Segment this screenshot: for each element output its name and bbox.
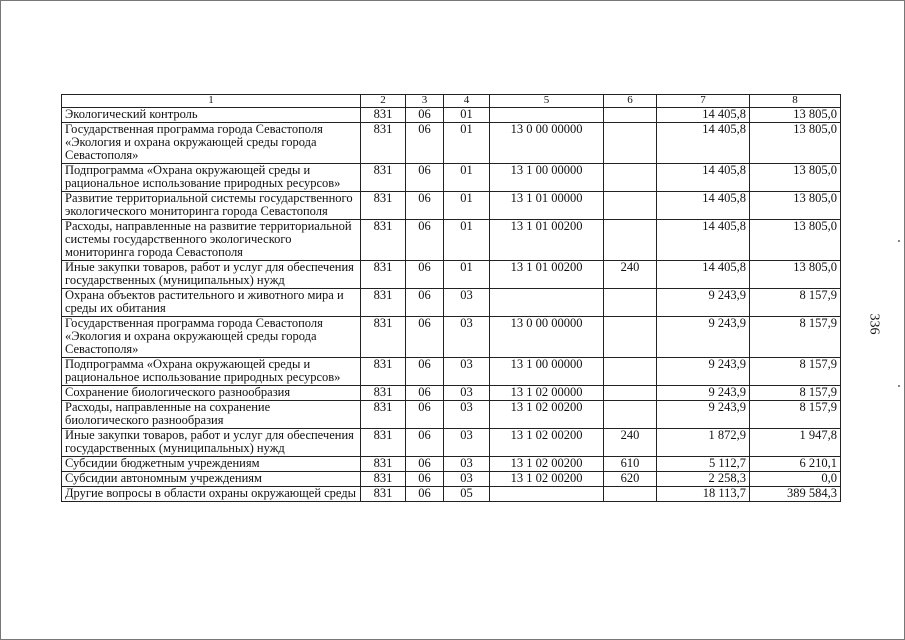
row-name-cell: Подпрограмма «Охрана окружающей среды и рациональное использование природных ресурсов»: [62, 164, 361, 192]
amount-year2-cell: 1 947,8: [750, 429, 841, 457]
amount-year2-cell: 389 584,3: [750, 487, 841, 502]
margin-mark: [898, 385, 900, 387]
header-cell: 2: [361, 95, 406, 108]
amount-year1-cell: 14 405,8: [657, 123, 750, 164]
subsection-cell: 01: [444, 123, 490, 164]
target-article-cell: 13 1 02 00200: [490, 401, 604, 429]
admin-code-cell: 831: [361, 386, 406, 401]
section-cell: 06: [406, 192, 444, 220]
amount-year2-cell: 13 805,0: [750, 220, 841, 261]
page-number: 336: [866, 313, 882, 335]
table-header-row: [62, 95, 841, 108]
row-name-cell: Расходы, направленные на развитие территориальной системы государственного экологического мониторинга города Севастополя: [62, 220, 361, 261]
header-cell: 5: [490, 95, 604, 108]
subsection-cell: 01: [444, 192, 490, 220]
amount-year1-cell: 9 243,9: [657, 401, 750, 429]
expense-type-cell: [604, 289, 657, 317]
subsection-cell: 01: [444, 164, 490, 192]
row-name-cell: Субсидии бюджетным учреждениям: [62, 457, 361, 472]
section-cell: 06: [406, 386, 444, 401]
target-article-cell: 13 1 01 00000: [490, 192, 604, 220]
section-cell: 06: [406, 401, 444, 429]
target-article-cell: 13 1 00 00000: [490, 164, 604, 192]
table-row: [62, 192, 841, 220]
subsection-cell: 03: [444, 386, 490, 401]
section-cell: 06: [406, 457, 444, 472]
admin-code-cell: 831: [361, 261, 406, 289]
header-cell: 8: [750, 95, 841, 108]
subsection-cell: 03: [444, 457, 490, 472]
amount-year2-cell: 13 805,0: [750, 108, 841, 123]
expense-type-cell: [604, 386, 657, 401]
amount-year1-cell: 1 872,9: [657, 429, 750, 457]
amount-year1-cell: 9 243,9: [657, 289, 750, 317]
amount-year2-cell: 13 805,0: [750, 261, 841, 289]
row-name-cell: Иные закупки товаров, работ и услуг для обеспечения государственных (муниципальных) нужд: [62, 429, 361, 457]
subsection-cell: 01: [444, 108, 490, 123]
amount-year1-cell: 5 112,7: [657, 457, 750, 472]
target-article-cell: 13 0 00 00000: [490, 123, 604, 164]
section-cell: 06: [406, 317, 444, 358]
expense-type-cell: [604, 192, 657, 220]
table-body: [62, 108, 841, 502]
subsection-cell: 03: [444, 429, 490, 457]
subsection-cell: 03: [444, 317, 490, 358]
section-cell: 06: [406, 220, 444, 261]
header-cell: 1: [62, 95, 361, 108]
table-row: [62, 487, 841, 502]
target-article-cell: [490, 108, 604, 123]
row-name-cell: Государственная программа города Севастополя «Экология и охрана окружающей среды города Севастополя»: [62, 123, 361, 164]
admin-code-cell: 831: [361, 289, 406, 317]
amount-year1-cell: 14 405,8: [657, 164, 750, 192]
target-article-cell: 13 1 02 00000: [490, 386, 604, 401]
section-cell: 06: [406, 164, 444, 192]
target-article-cell: 13 1 01 00200: [490, 220, 604, 261]
table-row: [62, 220, 841, 261]
target-article-cell: 13 0 00 00000: [490, 317, 604, 358]
amount-year1-cell: 9 243,9: [657, 386, 750, 401]
admin-code-cell: 831: [361, 487, 406, 502]
table-row: [62, 472, 841, 487]
target-article-cell: [490, 487, 604, 502]
table-row: [62, 457, 841, 472]
section-cell: 06: [406, 261, 444, 289]
admin-code-cell: 831: [361, 317, 406, 358]
subsection-cell: 01: [444, 261, 490, 289]
amount-year2-cell: 6 210,1: [750, 457, 841, 472]
expense-type-cell: 240: [604, 261, 657, 289]
expense-type-cell: [604, 123, 657, 164]
budget-table: [61, 94, 841, 502]
header-cell: 7: [657, 95, 750, 108]
section-cell: 06: [406, 108, 444, 123]
row-name-cell: Развитие территориальной системы государственного экологического мониторинга города Севастополя: [62, 192, 361, 220]
table-row: [62, 289, 841, 317]
amount-year1-cell: 14 405,8: [657, 108, 750, 123]
amount-year2-cell: 8 157,9: [750, 289, 841, 317]
expense-type-cell: [604, 358, 657, 386]
amount-year2-cell: 8 157,9: [750, 401, 841, 429]
section-cell: 06: [406, 472, 444, 487]
target-article-cell: [490, 289, 604, 317]
expense-type-cell: [604, 164, 657, 192]
header-cell: 4: [444, 95, 490, 108]
target-article-cell: 13 1 02 00200: [490, 429, 604, 457]
table-row: [62, 164, 841, 192]
table-row: [62, 123, 841, 164]
admin-code-cell: 831: [361, 192, 406, 220]
admin-code-cell: 831: [361, 220, 406, 261]
subsection-cell: 03: [444, 358, 490, 386]
expense-type-cell: 620: [604, 472, 657, 487]
amount-year2-cell: 0,0: [750, 472, 841, 487]
amount-year1-cell: 14 405,8: [657, 192, 750, 220]
section-cell: 06: [406, 289, 444, 317]
amount-year1-cell: 14 405,8: [657, 261, 750, 289]
admin-code-cell: 831: [361, 164, 406, 192]
row-name-cell: Подпрограмма «Охрана окружающей среды и рациональное использование природных ресурсов»: [62, 358, 361, 386]
row-name-cell: Охрана объектов растительного и животного мира и среды их обитания: [62, 289, 361, 317]
amount-year1-cell: 9 243,9: [657, 358, 750, 386]
admin-code-cell: 831: [361, 108, 406, 123]
expense-type-cell: 240: [604, 429, 657, 457]
amount-year1-cell: 14 405,8: [657, 220, 750, 261]
amount-year1-cell: 2 258,3: [657, 472, 750, 487]
row-name-cell: Экологический контроль: [62, 108, 361, 123]
admin-code-cell: 831: [361, 457, 406, 472]
table-row: [62, 429, 841, 457]
admin-code-cell: 831: [361, 123, 406, 164]
subsection-cell: 03: [444, 289, 490, 317]
amount-year1-cell: 9 243,9: [657, 317, 750, 358]
admin-code-cell: 831: [361, 401, 406, 429]
expense-type-cell: 610: [604, 457, 657, 472]
table-row: [62, 386, 841, 401]
section-cell: 06: [406, 358, 444, 386]
amount-year1-cell: 18 113,7: [657, 487, 750, 502]
table-row: [62, 261, 841, 289]
target-article-cell: 13 1 00 00000: [490, 358, 604, 386]
amount-year2-cell: 8 157,9: [750, 317, 841, 358]
subsection-cell: 05: [444, 487, 490, 502]
admin-code-cell: 831: [361, 472, 406, 487]
expense-type-cell: [604, 317, 657, 358]
table-row: [62, 358, 841, 386]
admin-code-cell: 831: [361, 429, 406, 457]
target-article-cell: 13 1 01 00200: [490, 261, 604, 289]
subsection-cell: 03: [444, 401, 490, 429]
row-name-cell: Другие вопросы в области охраны окружающей среды: [62, 487, 361, 502]
expense-type-cell: [604, 401, 657, 429]
table-row: [62, 317, 841, 358]
target-article-cell: 13 1 02 00200: [490, 457, 604, 472]
row-name-cell: Государственная программа города Севастополя «Экология и охрана окружающей среды города Севастополя»: [62, 317, 361, 358]
row-name-cell: Сохранение биологического разнообразия: [62, 386, 361, 401]
subsection-cell: 01: [444, 220, 490, 261]
expense-type-cell: [604, 108, 657, 123]
amount-year2-cell: 13 805,0: [750, 123, 841, 164]
amount-year2-cell: 13 805,0: [750, 164, 841, 192]
admin-code-cell: 831: [361, 358, 406, 386]
target-article-cell: 13 1 02 00200: [490, 472, 604, 487]
table-row: [62, 401, 841, 429]
amount-year2-cell: 13 805,0: [750, 192, 841, 220]
expense-type-cell: [604, 220, 657, 261]
amount-year2-cell: 8 157,9: [750, 386, 841, 401]
subsection-cell: 03: [444, 472, 490, 487]
section-cell: 06: [406, 487, 444, 502]
section-cell: 06: [406, 429, 444, 457]
header-cell: 6: [604, 95, 657, 108]
header-cell: 3: [406, 95, 444, 108]
row-name-cell: Субсидии автономным учреждениям: [62, 472, 361, 487]
amount-year2-cell: 8 157,9: [750, 358, 841, 386]
row-name-cell: Иные закупки товаров, работ и услуг для обеспечения государственных (муниципальных) нужд: [62, 261, 361, 289]
row-name-cell: Расходы, направленные на сохранение биологического разнообразия: [62, 401, 361, 429]
section-cell: 06: [406, 123, 444, 164]
table-row: [62, 108, 841, 123]
margin-mark: [898, 240, 900, 242]
expense-type-cell: [604, 487, 657, 502]
